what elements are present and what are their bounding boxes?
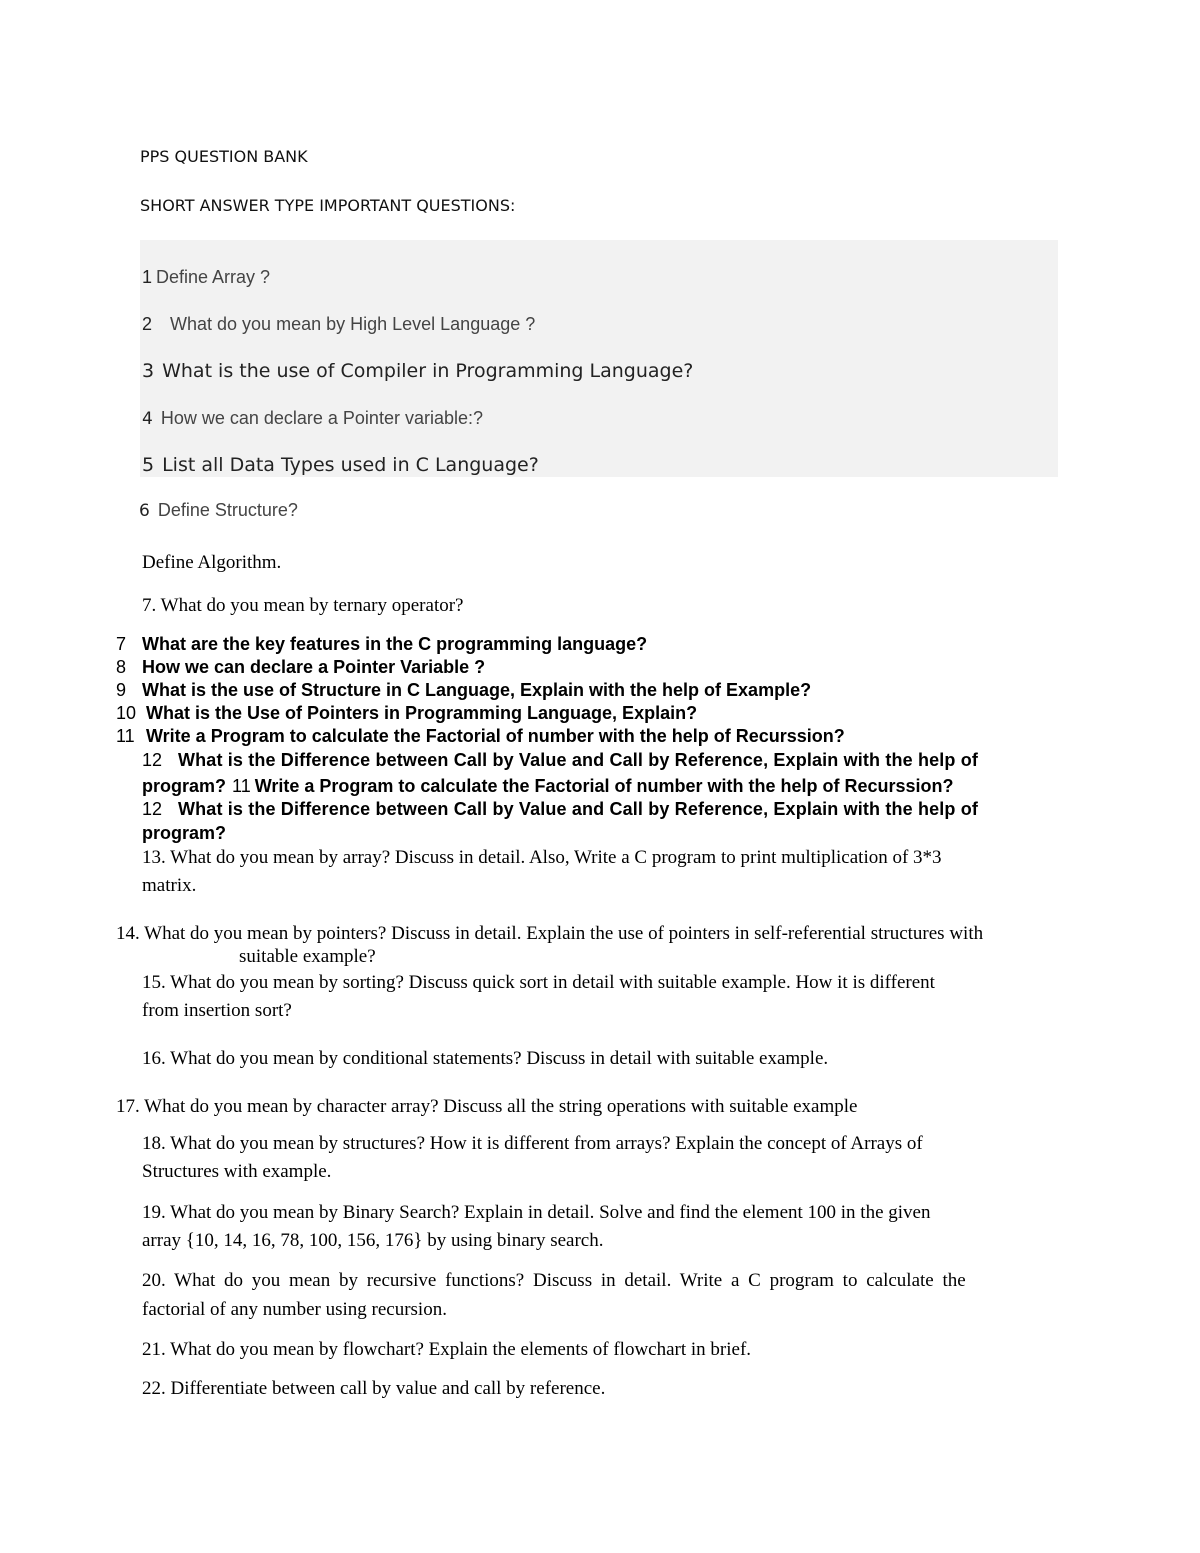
bold-question-7: [116, 634, 647, 655]
question-number: 12: [142, 750, 163, 770]
question-20-line2: factorial of any number using recursion.: [142, 1299, 447, 1320]
question-4: [142, 408, 483, 429]
bold-question-10: [116, 703, 697, 724]
question-19-line2: array {10, 14, 16, 78, 100, 156, 176} by using binary search.: [142, 1230, 604, 1251]
question-text: What is the use of Structure in C Language, Explain with the help of Example?: [142, 680, 812, 700]
question-16: 16. What do you mean by conditional statements? Discuss in detail with suitable example.: [142, 1048, 829, 1069]
question-text: List all Data Types used in C Language?: [162, 454, 539, 476]
question-number: 5: [142, 454, 155, 476]
bold-question-8: [116, 657, 485, 678]
question-text: What is the use of Compiler in Programming Language?: [162, 360, 694, 382]
question-number: 10: [116, 703, 137, 723]
question-text: How we can declare a Pointer Variable ?: [142, 657, 486, 677]
question-22: 22. Differentiate between call by value and call by reference.: [142, 1378, 606, 1399]
question-number: 6: [139, 501, 150, 521]
question-text: What do you mean by High Level Language ?: [170, 314, 536, 334]
question-18-line1: 18. What do you mean by structures? How it is different from arrays? Explain the concept of Arrays of: [142, 1133, 923, 1154]
question-20-line1: 20. What do you mean by recursive functions? Discuss in detail. Write a C program to calculate the: [142, 1270, 966, 1291]
question-3: [142, 360, 693, 382]
question-17: 17. What do you mean by character array? Discuss all the string operations with suitable example: [116, 1096, 858, 1117]
document-subtitle: SHORT ANSWER TYPE IMPORTANT QUESTIONS:: [140, 196, 516, 215]
question-21: 21. What do you mean by flowchart? Explain the elements of flowchart in brief.: [142, 1339, 752, 1360]
question-number: 9: [116, 680, 127, 700]
question-text: Define Structure?: [157, 500, 298, 520]
question-text: Write a Program to calculate the Factorial of number with the help of Recurssion?: [146, 726, 845, 746]
question-number: 7: [116, 634, 127, 654]
question-text: What are the key features in the C programming language?: [142, 634, 648, 654]
question-19-line1: 19. What do you mean by Binary Search? Explain in detail. Solve and find the element 100 in the given: [142, 1202, 931, 1223]
ternary-question: 7. What do you mean by ternary operator?: [142, 595, 464, 616]
bold-question-12b-line2: [142, 823, 226, 844]
bold-question-9: [116, 680, 811, 701]
question-number: 3: [142, 360, 155, 382]
question-text: What is the Difference between Call by Value and Call by Reference, Explain with the help of: [178, 799, 978, 819]
question-15-line1: 15. What do you mean by sorting? Discuss quick sort in detail with suitable example. How it is different: [142, 972, 935, 993]
bold-question-12b-line1: [142, 799, 978, 820]
question-14-line2: suitable example?: [239, 946, 376, 967]
question-text: Define Array ?: [156, 267, 271, 287]
question-number: 12: [142, 799, 163, 819]
question-6: [139, 500, 298, 521]
define-algorithm-line: Define Algorithm.: [142, 552, 282, 573]
shaded-question-block: [140, 240, 1058, 477]
question-13-line1: 13. What do you mean by array? Discuss in detail. Also, Write a C program to print multiplication of 3*3: [142, 847, 942, 868]
question-1: [142, 267, 270, 288]
question-13-line2: matrix.: [142, 875, 197, 896]
document-title: PPS QUESTION BANK: [140, 147, 308, 166]
question-text-continued: program?: [142, 776, 227, 796]
question-text: How we can declare a Pointer variable:?: [160, 408, 483, 428]
question-18-line2: Structures with example.: [142, 1161, 332, 1182]
question-5: [142, 454, 539, 476]
question-text: What is the Use of Pointers in Programming Language, Explain?: [146, 703, 698, 723]
question-number: 11: [232, 776, 251, 796]
question-number: 4: [142, 409, 153, 429]
question-14-line1: 14. What do you mean by pointers? Discuss in detail. Explain the use of pointers in self-referential structures with: [116, 923, 984, 944]
question-text: What is the Difference between Call by Value and Call by Reference, Explain with the help of: [178, 750, 978, 770]
question-15-line2: from insertion sort?: [142, 1000, 292, 1021]
question-text-continued: program?: [142, 823, 227, 843]
bold-question-12a-line1: [142, 750, 978, 771]
question-number: 8: [116, 657, 127, 677]
question-number: 1: [142, 267, 153, 287]
bold-question-12a-line2: [142, 776, 954, 797]
question-number: 11: [116, 726, 135, 746]
question-text: Write a Program to calculate the Factorial of number with the help of Recurssion?: [254, 776, 954, 796]
question-number: 2: [142, 314, 153, 334]
question-2: [142, 314, 535, 335]
bold-question-11: [116, 726, 845, 747]
